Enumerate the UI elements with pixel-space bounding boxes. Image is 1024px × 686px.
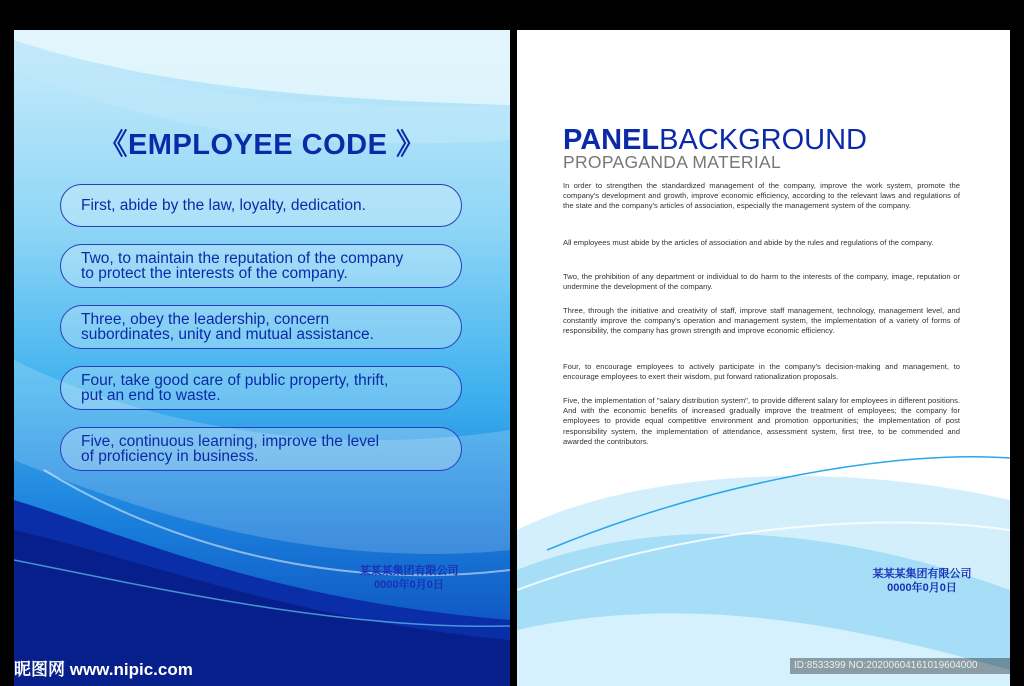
paragraph-3: Two, the prohibition of any department or individual to do harm to the interests of the company, image, reputation or undermine the development of the company. (563, 272, 960, 292)
paragraph-5: Four, to encourage employees to actively participate in the company's decision-making and management, to encourage employees to exert their wisdom, put forward rationalization proposals. (563, 362, 960, 382)
title-rest: BACKGROUND (659, 124, 867, 156)
code-item-text: Two, to maintain the reputation of the company (81, 250, 404, 267)
code-item-text: Five, continuous learning, improve the level (81, 433, 380, 450)
right-panel (517, 30, 1010, 686)
company-name: 某某某集团有限公司 (872, 568, 972, 580)
company-date: 0000年0月0日 (374, 579, 444, 591)
employee-code-title: 《EMPLOYEE CODE 》 (98, 129, 426, 161)
company-date: 0000年0月0日 (887, 582, 957, 594)
code-item-5 (60, 427, 462, 471)
paragraph-4: Three, through the initiative and creativity of staff, improve staff management, technology, management level, and constantly improve the company's operation and management system, the implementation of a variety of forms of responsibility, the company has grown strength and improve economic efficiency. (563, 306, 960, 336)
code-item-text: Four, take good care of public property, thrift, (81, 372, 389, 389)
left-company-block (344, 564, 474, 592)
code-item-text: subordinates, unity and mutual assistance. (81, 326, 374, 343)
paragraph-2: All employees must abide by the articles of association and abide by the rules and regulations of the company. (563, 238, 934, 247)
code-item-1 (60, 184, 462, 227)
code-item-text: put an end to waste. (81, 387, 221, 404)
left-panel (14, 30, 510, 686)
id-watermark: ID:8533399 NO:20200604161019604000 (790, 658, 1010, 674)
code-item-text: of proficiency in business. (81, 448, 259, 465)
company-name: 某某某集团有限公司 (359, 565, 459, 577)
paragraph-6: Five, the implementation of "salary distribution system", to provide different salary for employees in different positions. And with the economic benefits of increased gradually improve the treatment of employees; the company for employees to provide equal competitive environment and promotion opportunities; the implementation of post responsibility system, the implementation of attendance, assessment system, first tree, to be commended and awarded the contributors. (563, 396, 960, 446)
code-item-3 (60, 305, 462, 349)
right-company-block (857, 567, 987, 595)
code-item-text: Three, obey the leadership, concern (81, 311, 330, 328)
code-item-text: First, abide by the law, loyalty, dedication. (81, 197, 366, 214)
paragraph-1: In order to strengthen the standardized management of the company, improve the work system, promote the company's development and growth, improve economic efficiency, according to the relevant laws and regulations of the state and the company's articles of association, especially the management system of the company. (563, 181, 960, 211)
title-bold: PANEL (563, 124, 660, 156)
site-watermark: 昵图网 www.nipic.com (14, 660, 193, 679)
code-item-text: to protect the interests of the company. (81, 265, 348, 282)
propaganda-subtitle: PROPAGANDA MATERIAL (563, 152, 782, 172)
code-item-4 (60, 366, 462, 410)
code-item-2 (60, 244, 462, 288)
